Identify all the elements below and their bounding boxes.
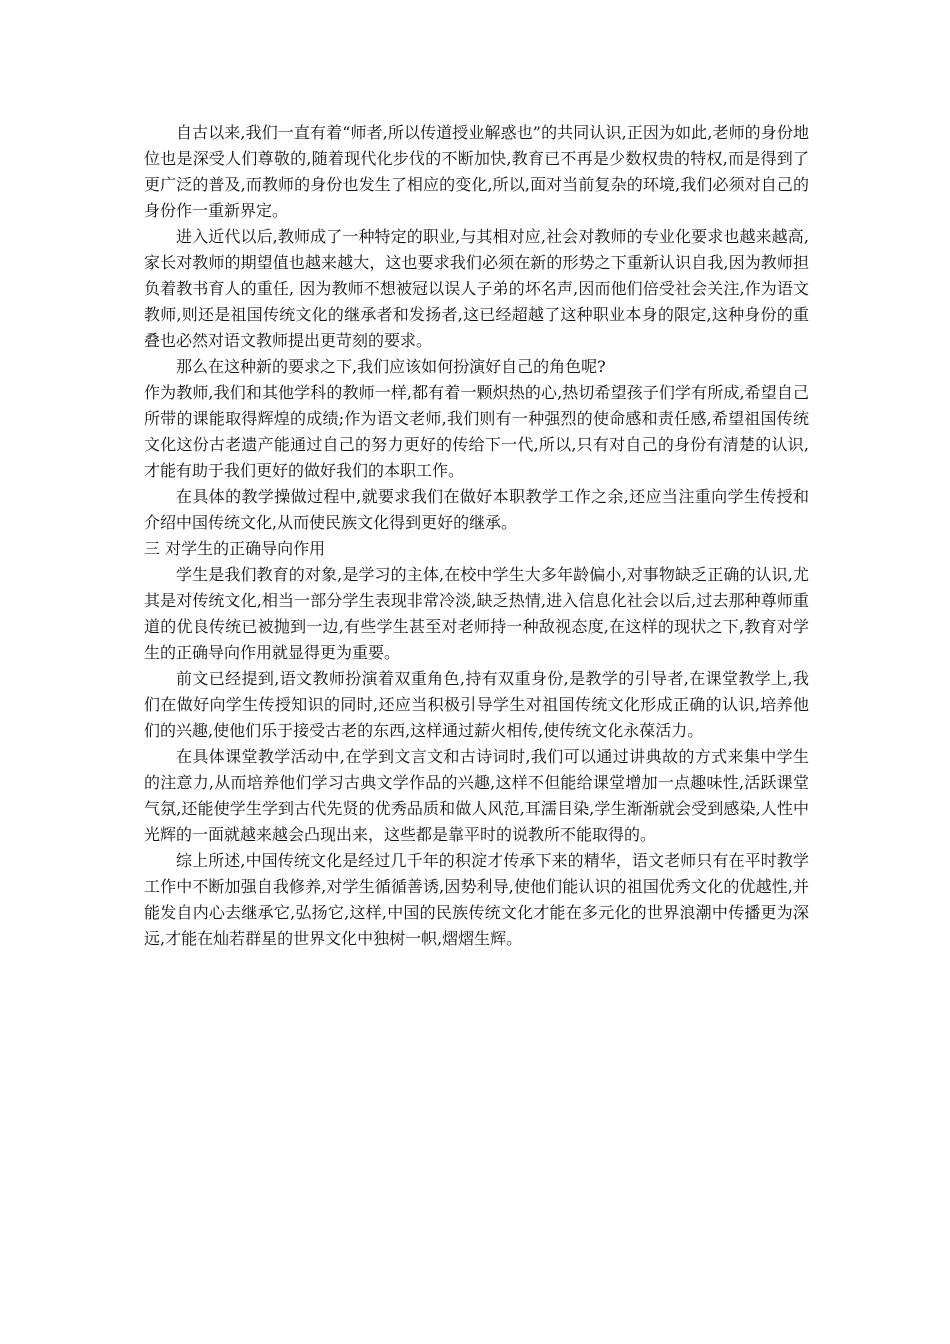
paragraph-students-subject: 学生是我们教育的对象,是学习的主体,在校中学生大多年龄偏小,对事物缺乏正确的认识,尤其是对传统文化,相当一部分学生表现非常冷淡,缺乏热情,进入信息化社会以后,过去那种尊师重道的优良传统已被抛到一边,有些学生甚至对老师持一种敌视态度,在这样的现状之下,教育对学生的正确导向作用就显得更为重要。 [144,565,809,662]
document-body [144,120,809,952]
paragraph-conclusion: 综上所述,中国传统文化是经过几千年的积淀才传承下来的精华，语文老师只有在平时教学工作中不断加强自我修养,对学生循循善诱,因势利导,使他们能认识的祖国优秀文化的优越性,并能发自内心去继承它,弘扬它,这样,中国的民族传统文化才能在多元化的世界浪潮中传播更为深远,才能在灿若群星的世界文化中独树一帜,熠熠生辉。 [144,851,809,948]
paragraph-teaching-practice: 在具体的教学操做过程中,就要求我们在做好本职教学工作之余,还应当注重向学生传授和介绍中国传统文化,从而使民族文化得到更好的继承。 [144,487,809,532]
paragraph-dual-role: 前文已经提到,语文教师扮演着双重角色,持有双重身份,是教学的引导者,在课堂教学上,我们在做好向学生传授知识的同时,还应当积极引导学生对祖国传统文化形成正确的认识,培养他们的兴趣,使他们乐于接受古老的东西,这样通过薪火相传,使传统文化永葆活力。 [144,669,809,740]
paragraph-role-question: 那么在这种新的要求之下,我们应该如何扮演好自己的角色呢? [176,357,606,376]
paragraph-modern-profession: 进入近代以后,教师成了一种特定的职业,与其相对应,社会对教师的专业化要求也越来越高,家长对教师的期望值也越来越大，这也要求我们必须在新的形势之下重新认识自我,因为教师担负着教书育人的重任, 因为教师不想被冠以误人子弟的坏名声,因而他们倍受社会关注,作为语文教师,则还是祖国传统文化的继承者和发扬者,这已经超越了这种职业本身的限定,这种身份的重叠也必然对语文教师提出更苛刻的要求。 [144,227,809,350]
paragraph-teacher-mission: 作为教师,我们和其他学科的教师一样,都有着一颗炽热的心,热切希望孩子们学有所成,希望自己所带的课能取得辉煌的成绩;作为语文老师,我们则有一种强烈的使命感和责任感,希望祖国传统文化这份古老遗产能通过自己的努力更好的传给下一代,所以,只有对自己的身份有清楚的认识,才能有助于我们更好的做好我们的本职工作。 [144,383,809,480]
paragraph-teacher-respect: 自古以来,我们一直有着“师者,所以传道授业解惑也”的共同认识,正因为如此,老师的身份地位也是深受人们尊敬的,随着现代化步伐的不断加快,教育已不再是少数权贵的特权,而是得到了更广泛的普及,而教师的身份也发生了相应的变化,所以,面对当前复杂的环境,我们必须对自己的身份作一重新界定。 [144,123,809,220]
section-heading-student-guidance: 三 对学生的正确导向作用 [144,539,326,558]
paragraph-classroom-activities: 在具体课堂教学活动中,在学到文言文和古诗词时,我们可以通过讲典故的方式来集中学生的注意力,从而培养他们学习古典文学作品的兴趣,这样不但能给课堂增加一点趣味性,活跃课堂气氛,还能使学生学到古代先贤的优秀品质和做人风范,耳濡目染,学生渐渐就会受到感染,人性中光辉的一面就越来越会凸现出来，这些都是靠平时的说教所不能取得的。 [144,747,809,844]
